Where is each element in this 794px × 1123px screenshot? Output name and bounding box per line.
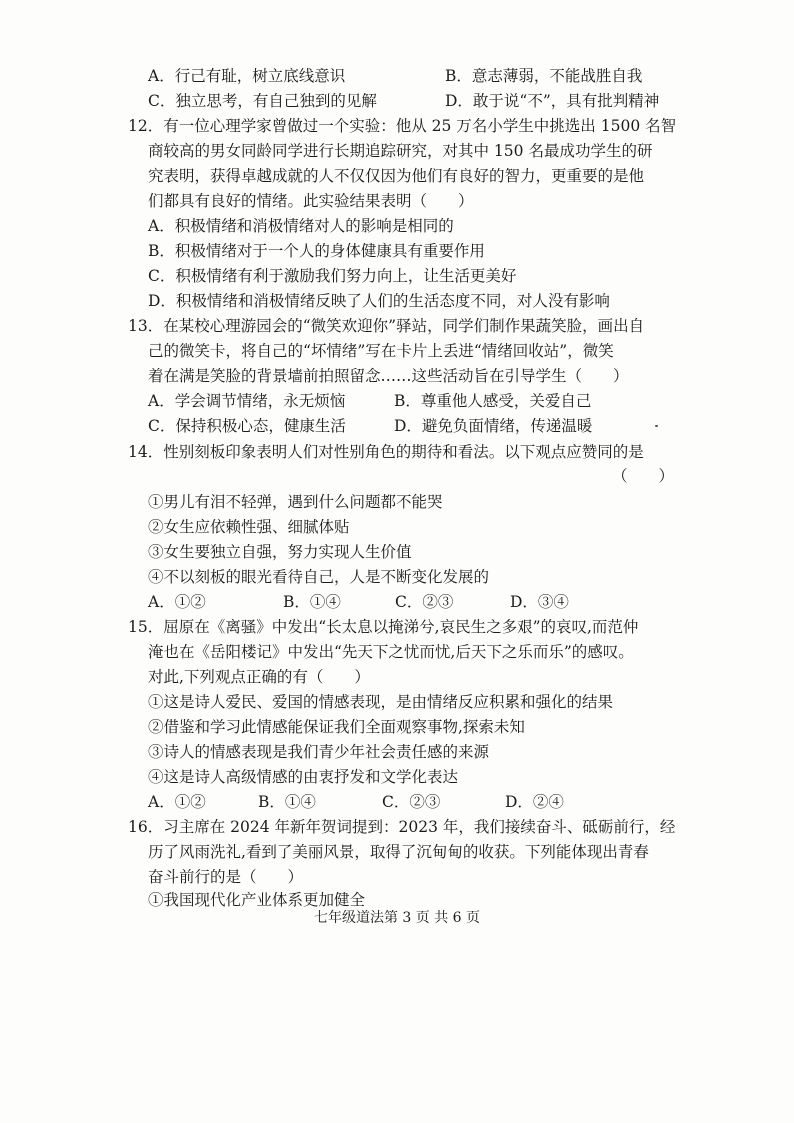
q15-option-b: B．①④	[258, 793, 316, 811]
q11-option-d: D．敢于说“不”，具有批判精神	[445, 92, 660, 110]
q13-stem-line-1: 13．在某校心理游园会的“微笑欢迎你”驿站，同学们制作果蔬笑脸，画出自	[128, 317, 645, 335]
q12-option-c: C．积极情绪有利于激励我们努力向上，让生活更美好	[148, 267, 517, 285]
scan-speck	[655, 425, 658, 427]
q12-option-b: B．积极情绪对于一个人的身体健康具有重要作用	[148, 242, 485, 260]
q15-stem-line-2: 淹也在《岳阳楼记》中发出“先天下之忧而忧,后天下之乐而乐”的感叹。	[148, 643, 634, 661]
q14-option-d: D．③④	[510, 593, 569, 611]
q13-option-d: D．避免负面情绪，传递温暖	[394, 417, 593, 435]
q14-item-4: ④不以刻板的眼光看待自己，人是不断变化发展的	[148, 568, 490, 586]
q15-option-c: C．②③	[382, 793, 441, 811]
q14-option-c: C．②③	[395, 593, 454, 611]
q11-option-b: B．意志薄弱，不能战胜自我	[445, 67, 643, 85]
q15-stem-line-1: 15．屈原在《离骚》中发出“长太息以掩涕兮,哀民生之多艰”的哀叹,而范仲	[128, 618, 639, 636]
q13-option-b: B．尊重他人感受，关爱自己	[394, 392, 592, 410]
q11-option-a: A．行己有耻，树立底线意识	[148, 67, 346, 85]
page-footer: 七年级道法第 3 页 共 6 页	[313, 910, 481, 926]
q16-stem-line-1: 16．习主席在 2024 年新年贺词提到：2023 年，我们接续奋斗、砥砺前行，经	[128, 818, 676, 836]
q16-item-1: ①我国现代化产业体系更加健全	[148, 891, 366, 909]
q16-stem-line-2: 历了风雨洗礼,看到了美丽风景，取得了沉甸甸的收获。下列能体现出青春	[148, 843, 649, 861]
q13-stem-line-3: 着在满是笑脸的背景墙前拍照留念……这些活动旨在引导学生（ ）	[148, 367, 629, 385]
q15-item-2: ②借鉴和学习此情感能保证我们全面观察事物,探索未知	[148, 718, 525, 736]
q14-item-1: ①男儿有泪不轻弹，遇到什么问题都不能哭	[148, 493, 443, 511]
q12-stem-line-1: 12．有一位心理学家曾做过一个实验：他从 25 万名小学生中挑选出 1500 名智	[128, 117, 677, 135]
q12-stem-line-4: 们都具有良好的情绪。此实验结果表明（ ）	[148, 192, 474, 210]
q13-option-a: A．学会调节情绪，永无烦恼	[148, 392, 346, 410]
q14-item-3: ③女生要独立自强，努力实现人生价值	[148, 543, 412, 561]
q14-option-b: B．①④	[283, 593, 341, 611]
q13-option-c: C．保持积极心态，健康生活	[148, 417, 346, 435]
q15-item-1: ①这是诗人爱民、爱国的情感表现，是由情绪反应积累和强化的结果	[148, 693, 614, 711]
q16-stem-line-3: 奋斗前行的是（ ）	[148, 868, 304, 886]
q11-option-c: C．独立思考，有自己独到的见解	[148, 92, 377, 110]
q14-answer-paren: （ ）	[612, 467, 675, 485]
q12-option-d: D．积极情绪和消极情绪反映了人们的生活态度不同，对人没有影响	[148, 292, 610, 310]
q14-option-a: A．①②	[148, 593, 206, 611]
q15-option-d: D．②④	[505, 793, 564, 811]
q15-item-4: ④这是诗人高级情感的由衷抒发和文学化表达	[148, 768, 459, 786]
q14-item-2: ②女生应依赖性强、细腻体贴	[148, 518, 350, 536]
q15-option-a: A．①②	[148, 793, 206, 811]
q15-item-3: ③诗人的情感表现是我们青少年社会责任感的来源	[148, 743, 490, 761]
q12-stem-line-3: 究表明，获得卓越成就的人不仅仅因为他们有良好的智力，更重要的是他	[148, 167, 645, 185]
q13-stem-line-2: 己的微笑卡，将自己的“坏情绪”写在卡片上丢进“情绪回收站”，微笑	[148, 342, 614, 360]
q12-option-a: A．积极情绪和消极情绪对人的影响是相同的	[148, 217, 454, 235]
q12-stem-line-2: 商较高的男女同龄同学进行长期追踪研究，对其中 150 名最成功学生的研	[148, 142, 653, 160]
q14-stem-line: 14．性别刻板印象表明人们对性别角色的期待和看法。以下观点应赞同的是	[128, 443, 644, 461]
q15-stem-line-3: 对此,下列观点正确的有（ ）	[148, 668, 370, 686]
